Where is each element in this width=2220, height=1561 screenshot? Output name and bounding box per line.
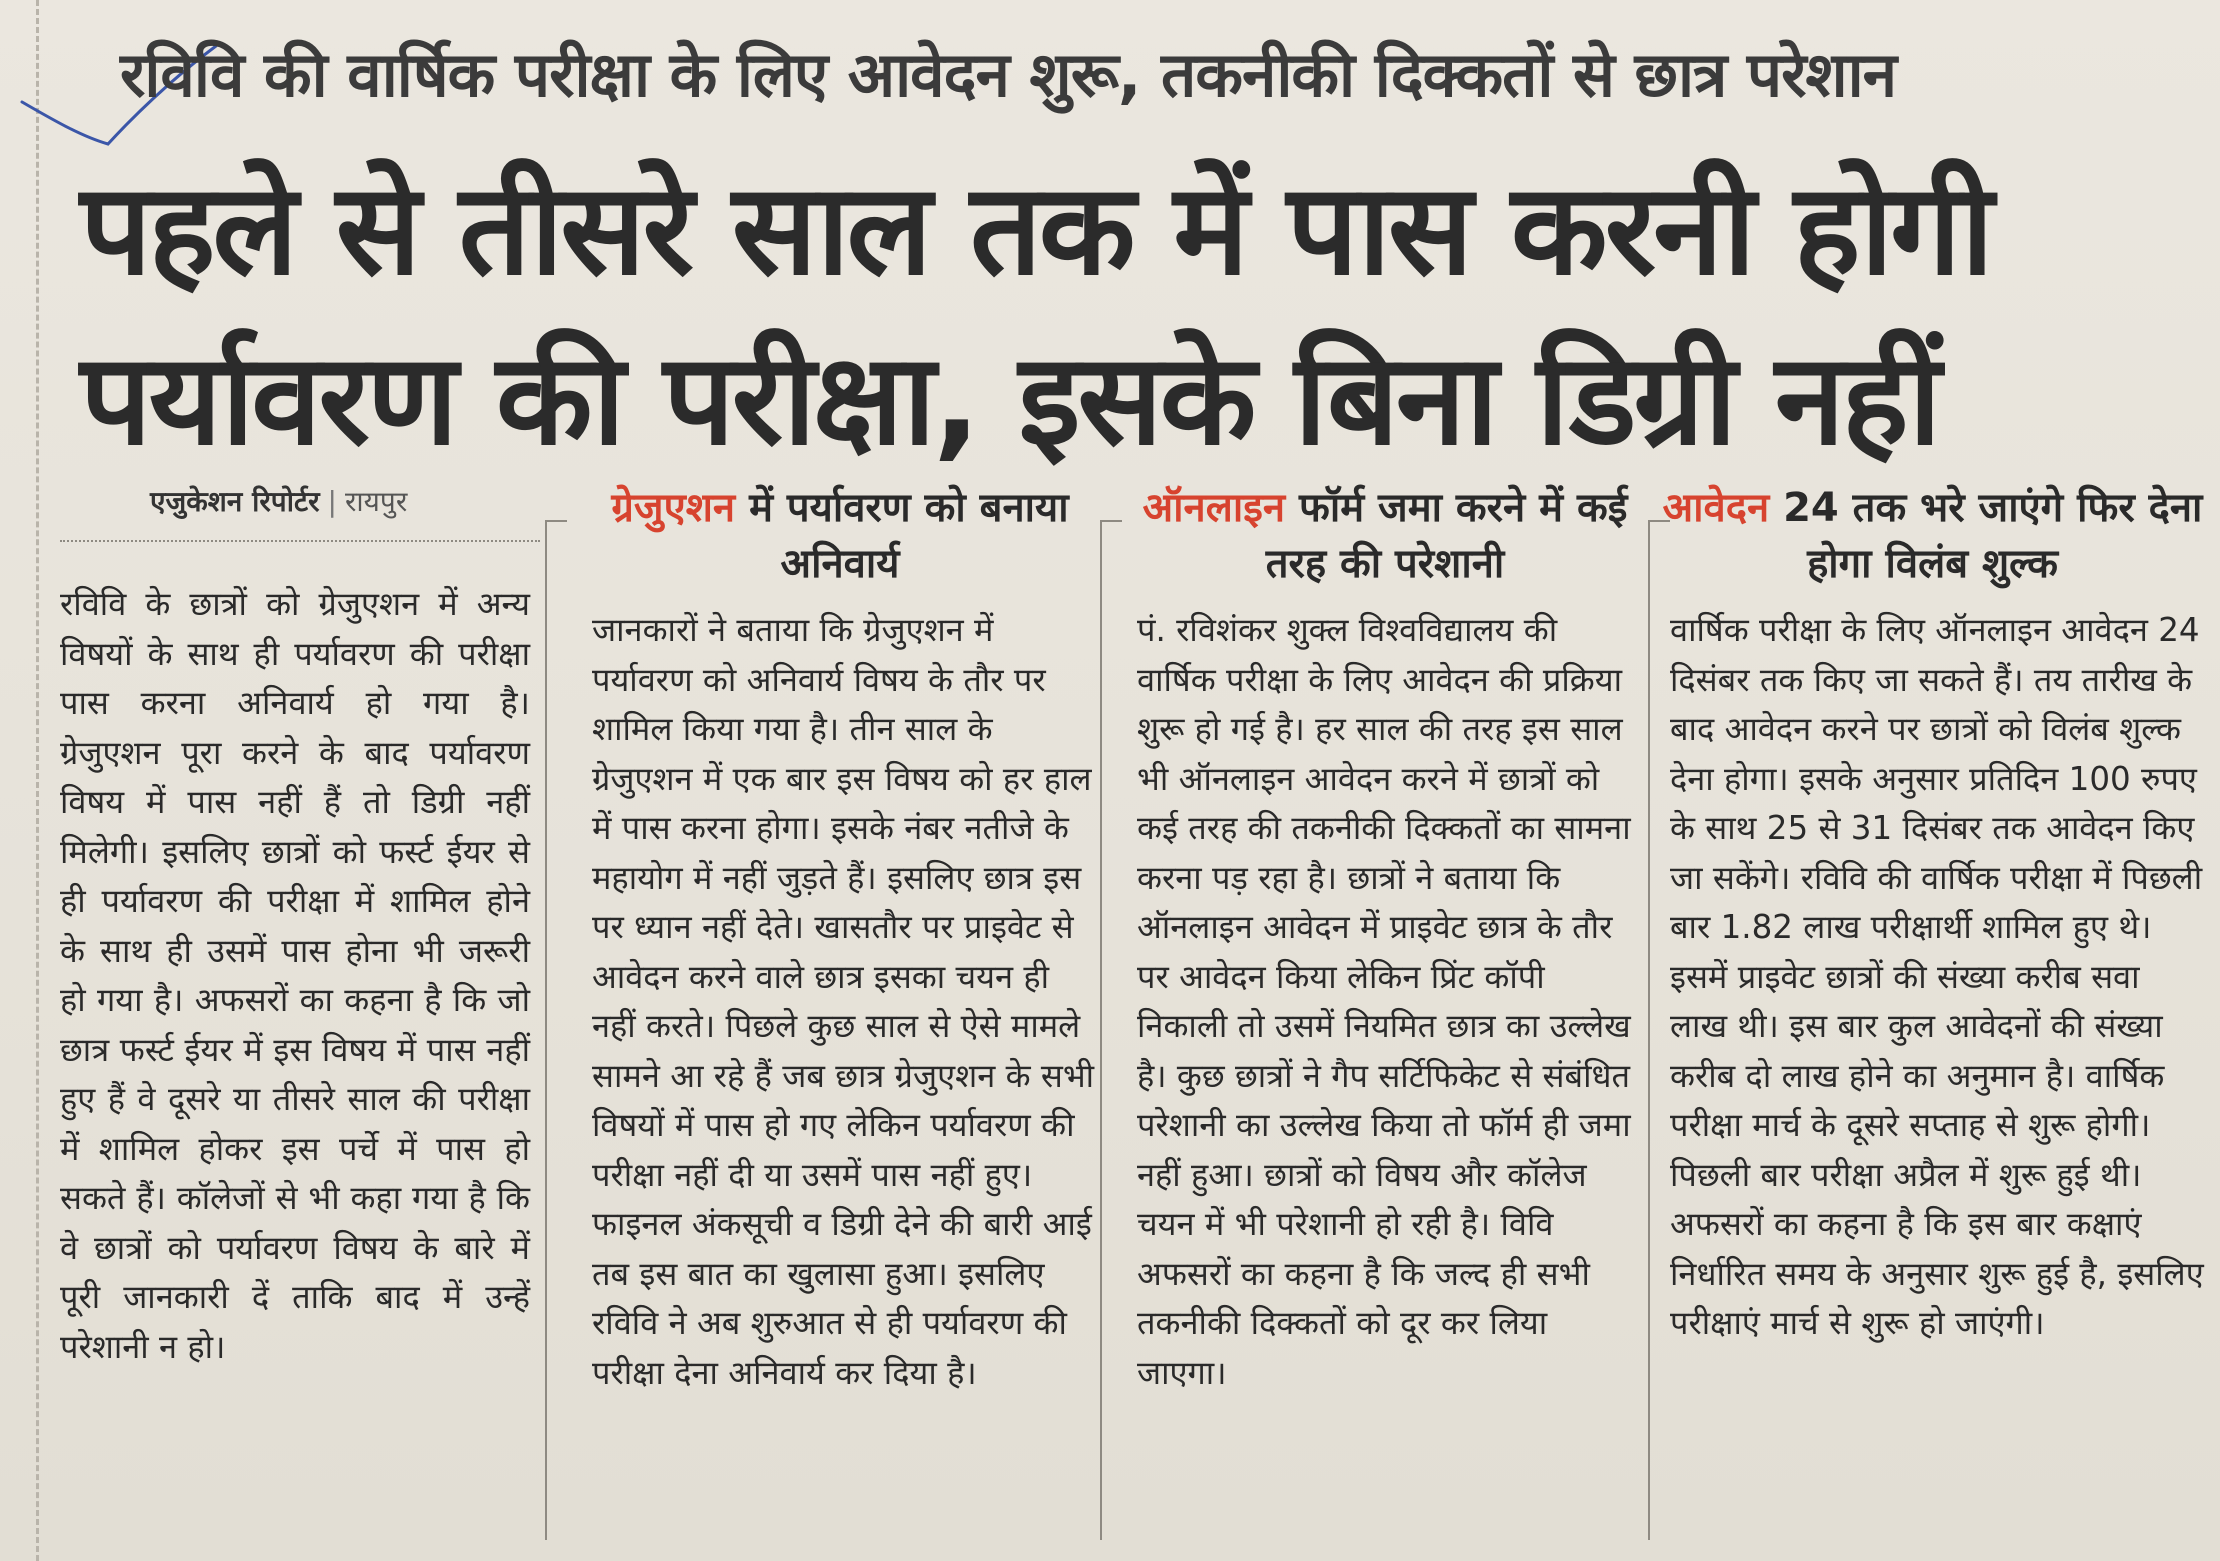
column-2-subhead [580, 480, 1100, 592]
article-column-1 [60, 480, 530, 1550]
column-4-body: वार्षिक परीक्षा के लिए ऑनलाइन आवेदन 24 दिसंबर तक किए जा सकते हैं। तय तारीख के बाद आवेदन करने पर छात्रों को विलंब शुल्क देना होगा। इसके अनुसार प्रतिदिन 100 रुपए के साथ 25 से 31 दिसंबर तक आवेदन किए जा सकेंगे। रविवि की वार्षिक परीक्षा में पिछली बार 1.82 लाख परीक्षार्थी शामिल हुए थे। इसमें प्राइवेट छात्रों की संख्या करीब सवा लाख थी। इस बार कुल आवेदनों की संख्या करीब दो लाख होने का अनुमान है। वार्षिक परीक्षा मार्च के दूसरे सप्ताह से शुरू होगी। पिछली बार परीक्षा अप्रैल में शुरू हुई थी। अफसरों का कहना है कि इस बार कक्षाएं निर्धारित समय के अनुसार शुरू हुई है, इसलिए परीक्षाएं मार्च से शुरू हो जाएंगी। [1670, 611, 2204, 1342]
column-3-body: पं. रविशंकर शुक्ल विश्वविद्यालय की वार्षिक परीक्षा के लिए आवेदन की प्रक्रिया शुरू हो गई है। हर साल की तरह इस साल भी ऑनलाइन आवेदन करने में छात्रों को कई तरह की तकनीकी दिक्कतों का सामना करना पड़ रहा है। छात्रों ने बताया कि ऑनलाइन आवेदन में प्राइवेट छात्र के तौर पर आवेदन किया लेकिन प्रिंट कॉपी निकाली तो उसमें नियमित छात्र का उल्लेख है। कुछ छात्रों ने गैप सर्टिफिकेट से संबंधित परेशानी का उल्लेख किया तो फॉर्म ही जमा नहीं हुआ। छात्रों को विषय और कॉलेज चयन में भी परेशानी हो रही है। विवि अफसरों का कहना है कि जल्द ही सभी तकनीकी दिक्कतों को दूर कर लिया जाएगा। [1137, 611, 1631, 1392]
column-4-subhead [1660, 480, 2205, 592]
kicker-headline: रविवि की वार्षिक परीक्षा के लिए आवेदन शुरू, तकनीकी दिक्कतों से छात्र परेशान [120, 38, 1897, 111]
column-3-subhead [1125, 480, 1645, 592]
margin-fold-line [36, 0, 39, 1561]
article-column-4 [1660, 480, 2205, 1550]
column-rule-tick-2 [1100, 520, 1122, 522]
column-3-subhead-text: फॉर्म जमा करने में कई तरह की परेशानी [1265, 485, 1628, 587]
column-1-body: रविवि के छात्रों को ग्रेजुएशन में अन्य विषयों के साथ ही पर्यावरण की परीक्षा पास करना अनिवार्य हो गया है। ग्रेजुएशन पूरा करने के बाद पर्यावरण विषय में पास नहीं हैं तो डिग्री नहीं मिलेगी। इसलिए छात्रों को फर्स्ट ईयर से ही पर्यावरण की परीक्षा में शामिल होने के साथ ही उसमें पास होना भी जरूरी हो गया है। अफसरों का कहना है कि जो छात्र फर्स्ट ईयर में इस विषय में पास नहीं हुए हैं वे दूसरे या तीसरे साल की परीक्षा में शामिल होकर इस पर्चे में पास हो सकते हैं। कॉलेजों से भी कहा गया है कि वे छात्रों को पर्यावरण विषय के बारे में पूरी जानकारी दें ताकि बाद में उन्हें परेशानी न हो। [60, 585, 530, 1366]
column-rule-tick-1 [545, 520, 567, 522]
column-rule-3 [1648, 520, 1650, 1540]
column-rule-2 [1100, 520, 1102, 1540]
column-3-subhead-highlight: ऑनलाइन [1142, 485, 1286, 531]
article-column-3 [1125, 480, 1645, 1550]
main-headline-line-1: पहले से तीसरे साल तक में पास करनी होगी [80, 156, 1991, 303]
column-4-subhead-text: 24 तक भरे जाएंगे फिर देना होगा विलंब शुल्क [1769, 485, 2203, 587]
column-2-subhead-text: में पर्यावरण को बनाया अनिवार्य [735, 485, 1069, 587]
column-rule-1 [545, 520, 547, 1540]
column-4-subhead-highlight: आवेदन [1662, 485, 1770, 531]
main-headline-line-2: पर्यावरण की परीक्षा, इसके बिना डिग्री नहीं [80, 326, 1939, 473]
byline-city: रायपुर [344, 485, 408, 518]
column-2-subhead-highlight: ग्रेजुएशन [611, 485, 736, 531]
article-column-2 [580, 480, 1100, 1550]
byline-reporter: एजुकेशन रिपोर्टर [150, 485, 320, 518]
byline-separator: | [327, 485, 337, 518]
column-2-body: जानकारों ने बताया कि ग्रेजुएशन में पर्यावरण को अनिवार्य विषय के तौर पर शामिल किया गया है। तीन साल के ग्रेजुएशन में एक बार इस विषय को हर हाल में पास करना होगा। इसके नंबर नतीजे के महायोग में नहीं जुड़ते हैं। इसलिए छात्र इस पर ध्यान नहीं देते। खासतौर पर प्राइवेट से आवेदन करने वाले छात्र इसका चयन ही नहीं करते। पिछले कुछ साल से ऐसे मामले सामने आ रहे हैं जब छात्र ग्रेजुएशन के सभी विषयों में पास हो गए लेकिन पर्यावरण की परीक्षा नहीं दी या उसमें पास नहीं हुए। फाइनल अंकसूची व डिग्री देने की बारी आई तब इस बात का खुलासा हुआ। इसलिए रविवि ने अब शुरुआत से ही पर्यावरण की परीक्षा देना अनिवार्य कर दिया है। [592, 611, 1095, 1392]
